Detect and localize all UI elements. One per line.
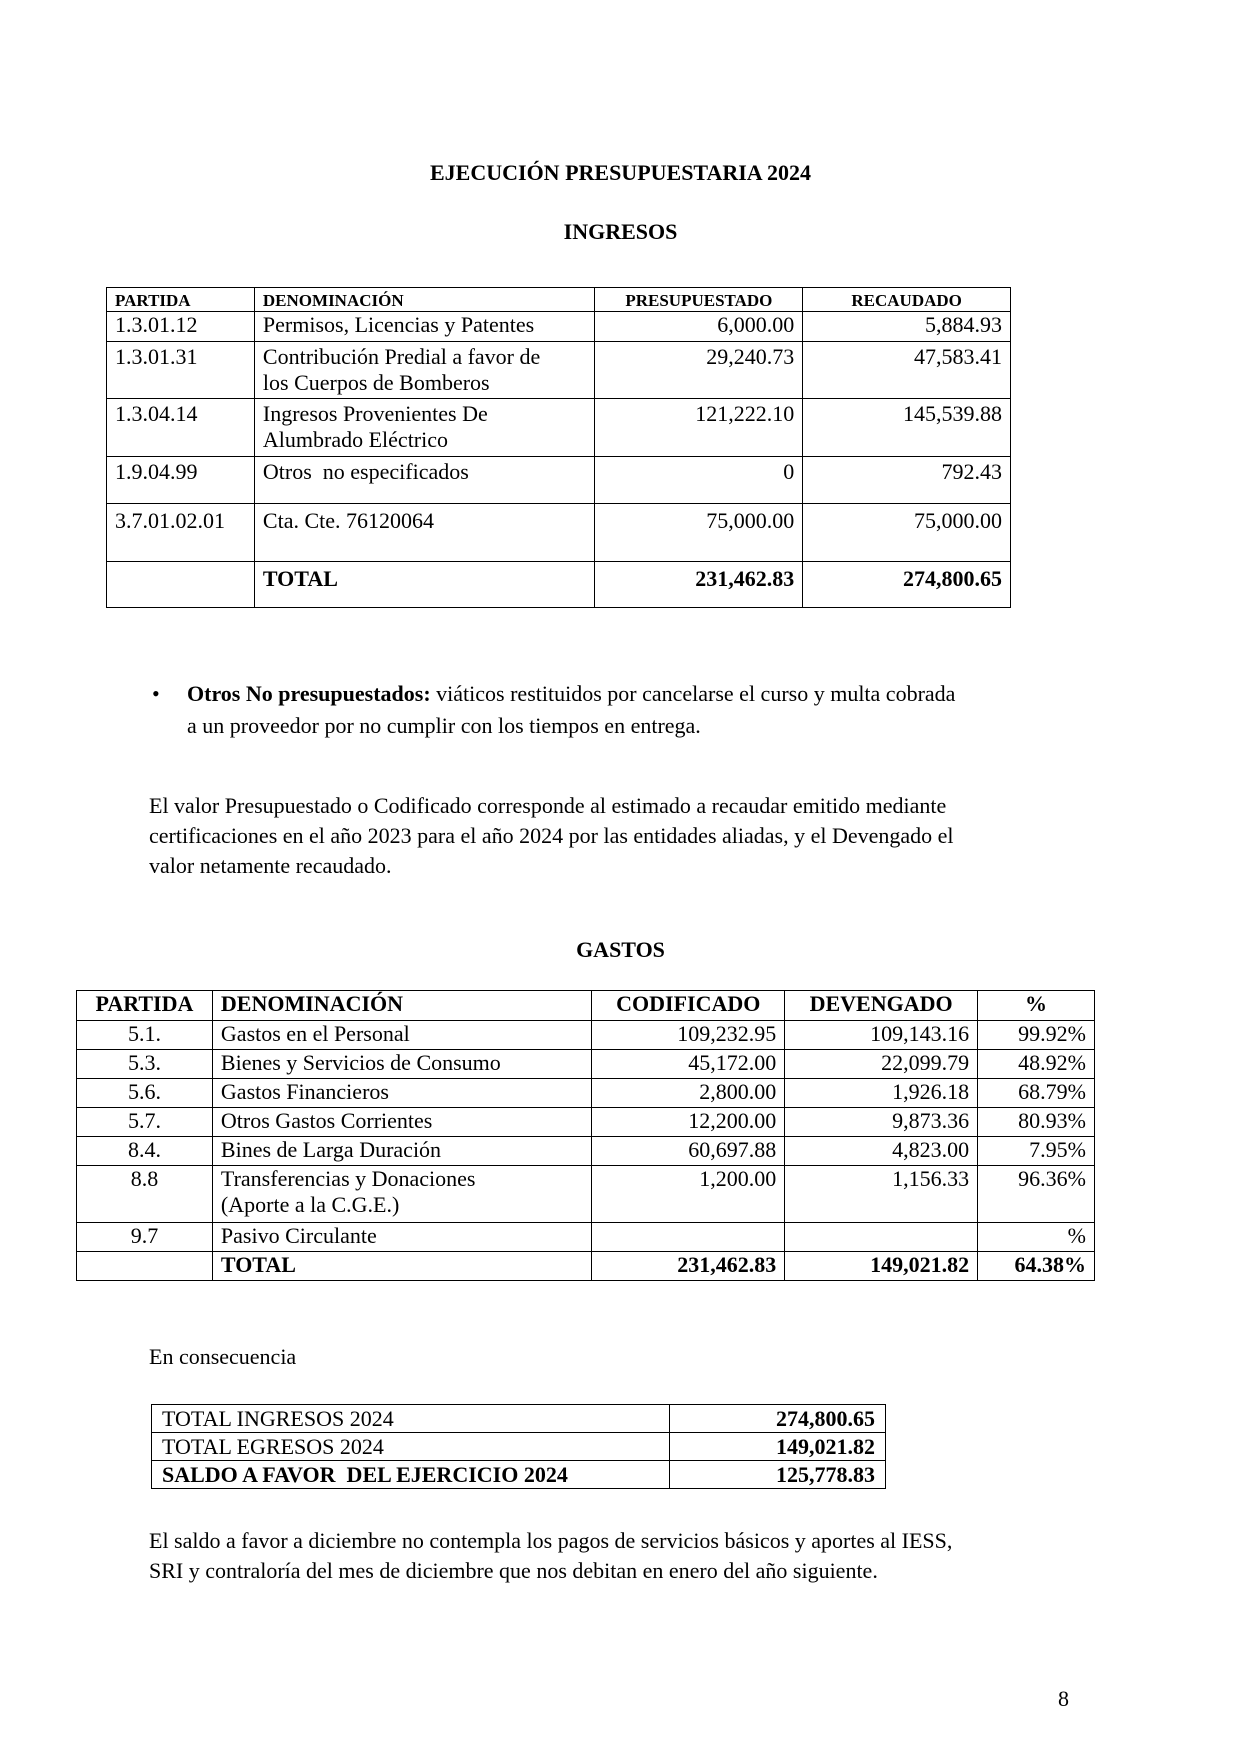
partida-cell bbox=[107, 562, 255, 608]
codificado-cell: 2,800.00 bbox=[592, 1079, 785, 1108]
pct-cell: 68.79% bbox=[978, 1079, 1095, 1108]
codificado-cell: 109,232.95 bbox=[592, 1021, 785, 1050]
partida-cell: 5.3. bbox=[77, 1050, 213, 1079]
paragraph-line: valor netamente recaudado. bbox=[149, 853, 392, 878]
denominacion-cell: Otros no especificados bbox=[254, 457, 595, 504]
denominacion-cell bbox=[212, 1166, 591, 1223]
denominacion-cell: Otros Gastos Corrientes bbox=[212, 1108, 591, 1137]
ingresos-table bbox=[106, 287, 1011, 608]
partida-cell bbox=[77, 1252, 213, 1281]
gastos-heading: GASTOS bbox=[576, 937, 665, 962]
partida-cell: 5.7. bbox=[77, 1108, 213, 1137]
codificado-cell: 1,200.00 bbox=[592, 1166, 785, 1223]
col-header-denominacion: DENOMINACIÓN bbox=[254, 288, 595, 312]
codificado-cell: 60,697.88 bbox=[592, 1137, 785, 1166]
col-header-denominacion: DENOMINACIÓN bbox=[212, 991, 591, 1021]
denominacion-cell: Pasivo Circulante bbox=[212, 1223, 591, 1252]
codificado-cell: 12,200.00 bbox=[592, 1108, 785, 1137]
denominacion-cell: Permisos, Licencias y Patentes bbox=[254, 312, 595, 342]
codificado-cell: 45,172.00 bbox=[592, 1050, 785, 1079]
resumen-value: 125,778.83 bbox=[669, 1461, 886, 1489]
ingresos-heading: INGRESOS bbox=[563, 219, 678, 244]
resumen-value: 274,800.65 bbox=[669, 1405, 886, 1433]
note-text-line2: a un proveedor por no cumplir con los tiempos en entrega. bbox=[187, 713, 701, 738]
resumen-row-egresos bbox=[152, 1433, 886, 1461]
table-row bbox=[107, 457, 1011, 504]
denominacion-cell bbox=[254, 342, 595, 399]
denominacion-cell: Bines de Larga Duración bbox=[212, 1137, 591, 1166]
table-row bbox=[77, 1050, 1095, 1079]
ingresos-header-row bbox=[107, 288, 1011, 312]
resumen-label: TOTAL INGRESOS 2024 bbox=[152, 1405, 670, 1433]
denominacion-cell: Gastos en el Personal bbox=[212, 1021, 591, 1050]
paragraph-presupuestado bbox=[149, 791, 1079, 881]
resumen-label: TOTAL EGRESOS 2024 bbox=[152, 1433, 670, 1461]
partida-cell: 1.3.01.12 bbox=[107, 312, 255, 342]
partida-cell: 1.3.01.31 bbox=[107, 342, 255, 399]
codificado-cell bbox=[592, 1223, 785, 1252]
total-recaudado: 274,800.65 bbox=[803, 562, 1011, 608]
pct-cell: 48.92% bbox=[978, 1050, 1095, 1079]
paragraph-line: SRI y contraloría del mes de diciembre que nos debitan en enero del año siguiente. bbox=[149, 1558, 878, 1583]
gastos-table bbox=[76, 990, 1095, 1281]
pct-cell: 99.92% bbox=[978, 1021, 1095, 1050]
total-row bbox=[107, 562, 1011, 608]
paragraph-line: El saldo a favor a diciembre no contempla los pagos de servicios básicos y aportes al IESS, bbox=[149, 1528, 953, 1553]
col-header-partida: PARTIDA bbox=[77, 991, 213, 1021]
resumen-table bbox=[151, 1404, 886, 1489]
col-header-pct: % bbox=[978, 991, 1095, 1021]
denominacion-cell: Bienes y Servicios de Consumo bbox=[212, 1050, 591, 1079]
total-label: TOTAL bbox=[212, 1252, 591, 1281]
table-row bbox=[77, 1108, 1095, 1137]
presupuestado-cell: 0 bbox=[595, 457, 803, 504]
total-codificado: 231,462.83 bbox=[592, 1252, 785, 1281]
note-text: viáticos restituidos por cancelarse el curso y multa cobrada bbox=[430, 681, 956, 706]
denominacion-cell: Gastos Financieros bbox=[212, 1079, 591, 1108]
paragraph-line: El valor Presupuestado o Codificado corresponde al estimado a recaudar emitido mediante bbox=[149, 793, 947, 818]
devengado-cell: 4,823.00 bbox=[785, 1137, 978, 1166]
table-row bbox=[107, 399, 1011, 457]
resumen-value: 149,021.82 bbox=[669, 1433, 886, 1461]
partida-cell: 1.3.04.14 bbox=[107, 399, 255, 457]
partida-cell: 8.8 bbox=[77, 1166, 213, 1223]
devengado-cell: 1,926.18 bbox=[785, 1079, 978, 1108]
table-row bbox=[77, 1223, 1095, 1252]
paragraph-line: certificaciones en el año 2023 para el año 2024 por las entidades aliadas, y el Devengado el bbox=[149, 823, 954, 848]
partida-cell: 1.9.04.99 bbox=[107, 457, 255, 504]
resumen-row-ingresos bbox=[152, 1405, 886, 1433]
recaudado-cell: 75,000.00 bbox=[803, 504, 1011, 562]
recaudado-cell: 792.43 bbox=[803, 457, 1011, 504]
table-row bbox=[77, 1137, 1095, 1166]
devengado-cell: 109,143.16 bbox=[785, 1021, 978, 1050]
partida-cell: 9.7 bbox=[77, 1223, 213, 1252]
devengado-cell: 9,873.36 bbox=[785, 1108, 978, 1137]
page-title: EJECUCIÓN PRESUPUESTARIA 2024 bbox=[430, 160, 811, 185]
resumen-label: SALDO A FAVOR DEL EJERCICIO 2024 bbox=[152, 1461, 670, 1489]
table-row bbox=[107, 342, 1011, 399]
paragraph-saldo bbox=[149, 1526, 1079, 1586]
total-label: TOTAL bbox=[254, 562, 595, 608]
pct-cell: 80.93% bbox=[978, 1108, 1095, 1137]
partida-cell: 5.6. bbox=[77, 1079, 213, 1108]
bullet-icon: • bbox=[152, 681, 160, 706]
denominacion-line: Alumbrado Eléctrico bbox=[262, 427, 449, 452]
presupuestado-cell: 29,240.73 bbox=[595, 342, 803, 399]
table-row bbox=[77, 1021, 1095, 1050]
table-row bbox=[107, 504, 1011, 562]
en-consecuencia-text: En consecuencia bbox=[149, 1344, 297, 1369]
partida-cell: 3.7.01.02.01 bbox=[107, 504, 255, 562]
partida-cell: 8.4. bbox=[77, 1137, 213, 1166]
col-header-devengado: DEVENGADO bbox=[785, 991, 978, 1021]
presupuestado-cell: 121,222.10 bbox=[595, 399, 803, 457]
total-presupuestado: 231,462.83 bbox=[595, 562, 803, 608]
total-row bbox=[77, 1252, 1095, 1281]
denominacion-line: los Cuerpos de Bomberos bbox=[262, 370, 490, 395]
total-devengado: 149,021.82 bbox=[785, 1252, 978, 1281]
table-row bbox=[77, 1079, 1095, 1108]
col-header-presupuestado: PRESUPUESTADO bbox=[595, 288, 803, 312]
devengado-cell bbox=[785, 1223, 978, 1252]
page-number: 8 bbox=[1058, 1686, 1069, 1711]
denominacion-cell: Cta. Cte. 76120064 bbox=[254, 504, 595, 562]
recaudado-cell: 145,539.88 bbox=[803, 399, 1011, 457]
recaudado-cell: 47,583.41 bbox=[803, 342, 1011, 399]
recaudado-cell: 5,884.93 bbox=[803, 312, 1011, 342]
devengado-cell: 1,156.33 bbox=[785, 1166, 978, 1223]
gastos-header-row bbox=[77, 991, 1095, 1021]
col-header-recaudado: RECAUDADO bbox=[803, 288, 1011, 312]
note-otros-no-presupuestados bbox=[187, 678, 1087, 742]
denominacion-line: Contribución Predial a favor de bbox=[262, 344, 541, 369]
denominacion-line: Transferencias y Donaciones bbox=[220, 1166, 476, 1191]
resumen-row-saldo bbox=[152, 1461, 886, 1489]
partida-cell: 5.1. bbox=[77, 1021, 213, 1050]
presupuestado-cell: 75,000.00 bbox=[595, 504, 803, 562]
table-row bbox=[107, 312, 1011, 342]
col-header-codificado: CODIFICADO bbox=[592, 991, 785, 1021]
presupuestado-cell: 6,000.00 bbox=[595, 312, 803, 342]
denominacion-line: Ingresos Provenientes De bbox=[262, 401, 488, 426]
denominacion-line: (Aporte a la C.G.E.) bbox=[220, 1192, 400, 1217]
denominacion-cell bbox=[254, 399, 595, 457]
table-row bbox=[77, 1166, 1095, 1223]
pct-cell: 7.95% bbox=[978, 1137, 1095, 1166]
pct-cell: % bbox=[978, 1223, 1095, 1252]
col-header-partida: PARTIDA bbox=[107, 288, 255, 312]
total-pct: 64.38% bbox=[978, 1252, 1095, 1281]
pct-cell: 96.36% bbox=[978, 1166, 1095, 1223]
note-bold-label: Otros No presupuestados: bbox=[187, 681, 431, 706]
devengado-cell: 22,099.79 bbox=[785, 1050, 978, 1079]
